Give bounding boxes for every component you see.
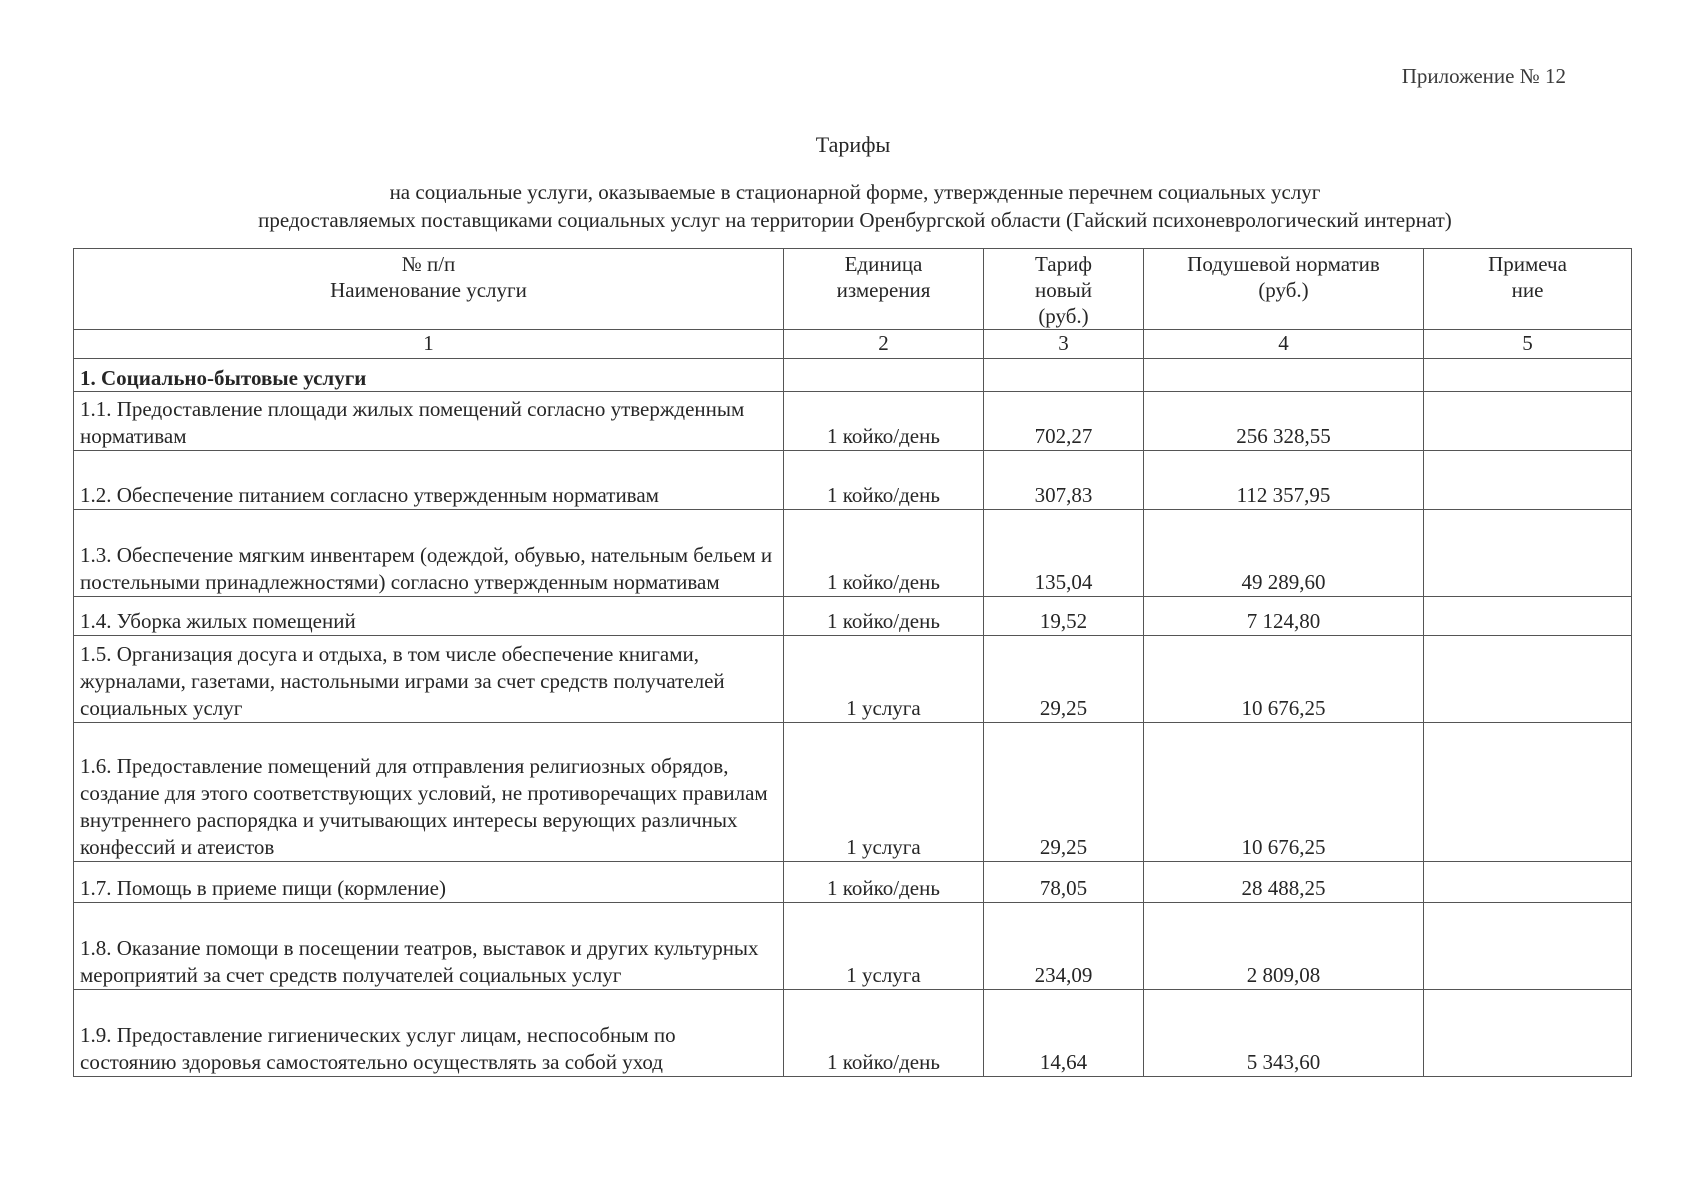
col-header-norm-line2: (руб.) <box>1258 278 1309 302</box>
column-number: 5 <box>1424 330 1632 359</box>
service-unit: 1 койко/день <box>784 510 984 597</box>
table-row <box>74 990 1632 1077</box>
tariff-table <box>73 248 1632 1077</box>
service-note <box>1424 451 1632 510</box>
col-header-tariff-line3: (руб.) <box>1038 304 1089 328</box>
service-name: 1.6. Предоставление помещений для отправления религиозных обрядов, создание для этого соответствующих условий, не противоречащих правилам внутреннего распорядка и учитывающих интересы верующих различных конфессий и атеистов <box>74 723 784 862</box>
service-name: 1.2. Обеспечение питанием согласно утвержденным нормативам <box>74 451 784 510</box>
service-unit: 1 койко/день <box>784 862 984 903</box>
service-unit: 1 койко/день <box>784 392 984 451</box>
col-header-norm <box>1144 249 1424 330</box>
service-note <box>1424 723 1632 862</box>
col-header-unit-line2: измерения <box>836 278 931 302</box>
table-row <box>74 510 1632 597</box>
empty-cell <box>984 359 1144 392</box>
service-name: 1.8. Оказание помощи в посещении театров, выставок и других культурных мероприятий за счет средств получателей социальных услуг <box>74 903 784 990</box>
service-norm: 10 676,25 <box>1144 636 1424 723</box>
service-norm: 49 289,60 <box>1144 510 1424 597</box>
service-note <box>1424 392 1632 451</box>
service-tariff: 29,25 <box>984 636 1144 723</box>
table-row <box>74 903 1632 990</box>
service-norm: 10 676,25 <box>1144 723 1424 862</box>
service-tariff: 702,27 <box>984 392 1144 451</box>
service-norm: 2 809,08 <box>1144 903 1424 990</box>
empty-cell <box>1144 359 1424 392</box>
service-name: 1.5. Организация досуга и отдыха, в том числе обеспечение книгами, журналами, газетами, настольными играми за счет средств получателей социальных услуг <box>74 636 784 723</box>
service-tariff: 29,25 <box>984 723 1144 862</box>
col-header-unit <box>784 249 984 330</box>
document-title <box>0 132 1698 158</box>
service-name: 1.9. Предоставление гигиенических услуг лицам, неспособным по состоянию здоровья самостоятельно осуществлять за собой уход <box>74 990 784 1077</box>
service-norm: 28 488,25 <box>1144 862 1424 903</box>
table-row <box>74 723 1632 862</box>
service-note <box>1424 903 1632 990</box>
col-header-name-line2: Наименование услуги <box>330 278 527 302</box>
column-number-row <box>74 330 1632 359</box>
col-header-norm-line1: Подушевой норматив <box>1187 252 1380 276</box>
service-name: 1.7. Помощь в приеме пищи (кормление) <box>74 862 784 903</box>
section-title: 1. Социально-бытовые услуги <box>74 359 784 392</box>
service-tariff: 78,05 <box>984 862 1144 903</box>
title-text: Тарифы <box>815 132 891 157</box>
document-subtitle <box>150 178 1560 234</box>
column-number: 2 <box>784 330 984 359</box>
service-norm: 7 124,80 <box>1144 597 1424 636</box>
service-tariff: 19,52 <box>984 597 1144 636</box>
col-header-name-line1: № п/п <box>401 252 456 276</box>
service-tariff: 234,09 <box>984 903 1144 990</box>
col-header-note <box>1424 249 1632 330</box>
service-note <box>1424 990 1632 1077</box>
service-name: 1.1. Предоставление площади жилых помещений согласно утвержденным нормативам <box>74 392 784 451</box>
service-name: 1.4. Уборка жилых помещений <box>74 597 784 636</box>
table-row <box>74 451 1632 510</box>
table-row <box>74 636 1632 723</box>
col-header-unit-line1: Единица <box>844 252 923 276</box>
col-header-name <box>74 249 784 330</box>
table-row <box>74 597 1632 636</box>
section-row <box>74 359 1632 392</box>
subtitle-line-2: предоставляемых поставщиками социальных услуг на территории Оренбургской области (Гайский психоневрологический интернат) <box>258 208 1452 232</box>
service-note <box>1424 597 1632 636</box>
col-header-tariff-line2: новый <box>1034 278 1092 302</box>
service-norm: 5 343,60 <box>1144 990 1424 1077</box>
service-tariff: 14,64 <box>984 990 1144 1077</box>
service-tariff: 307,83 <box>984 451 1144 510</box>
service-note <box>1424 862 1632 903</box>
service-unit: 1 услуга <box>784 903 984 990</box>
appendix-label: Приложение № 12 <box>1401 64 1566 88</box>
service-unit: 1 услуга <box>784 723 984 862</box>
column-number: 3 <box>984 330 1144 359</box>
service-tariff: 135,04 <box>984 510 1144 597</box>
service-note <box>1424 510 1632 597</box>
service-name: 1.3. Обеспечение мягким инвентарем (одеждой, обувью, нательным бельем и постельными принадлежностями) согласно утвержденным нормативам <box>74 510 784 597</box>
subtitle-line-1: на социальные услуги, оказываемые в стационарной форме, утвержденные перечнем социальных услуг <box>389 180 1321 204</box>
column-number: 1 <box>74 330 784 359</box>
service-note <box>1424 636 1632 723</box>
service-unit: 1 услуга <box>784 636 984 723</box>
table-row <box>74 862 1632 903</box>
table-row <box>74 392 1632 451</box>
col-header-tariff <box>984 249 1144 330</box>
service-norm: 256 328,55 <box>1144 392 1424 451</box>
col-header-note-line2: ние <box>1511 278 1544 302</box>
service-norm: 112 357,95 <box>1144 451 1424 510</box>
empty-cell <box>1424 359 1632 392</box>
service-unit: 1 койко/день <box>784 990 984 1077</box>
empty-cell <box>784 359 984 392</box>
col-header-tariff-line1: Тариф <box>1035 252 1092 276</box>
service-unit: 1 койко/день <box>784 597 984 636</box>
service-unit: 1 койко/день <box>784 451 984 510</box>
header-row <box>74 249 1632 330</box>
col-header-note-line1: Примеча <box>1488 252 1567 276</box>
column-number: 4 <box>1144 330 1424 359</box>
